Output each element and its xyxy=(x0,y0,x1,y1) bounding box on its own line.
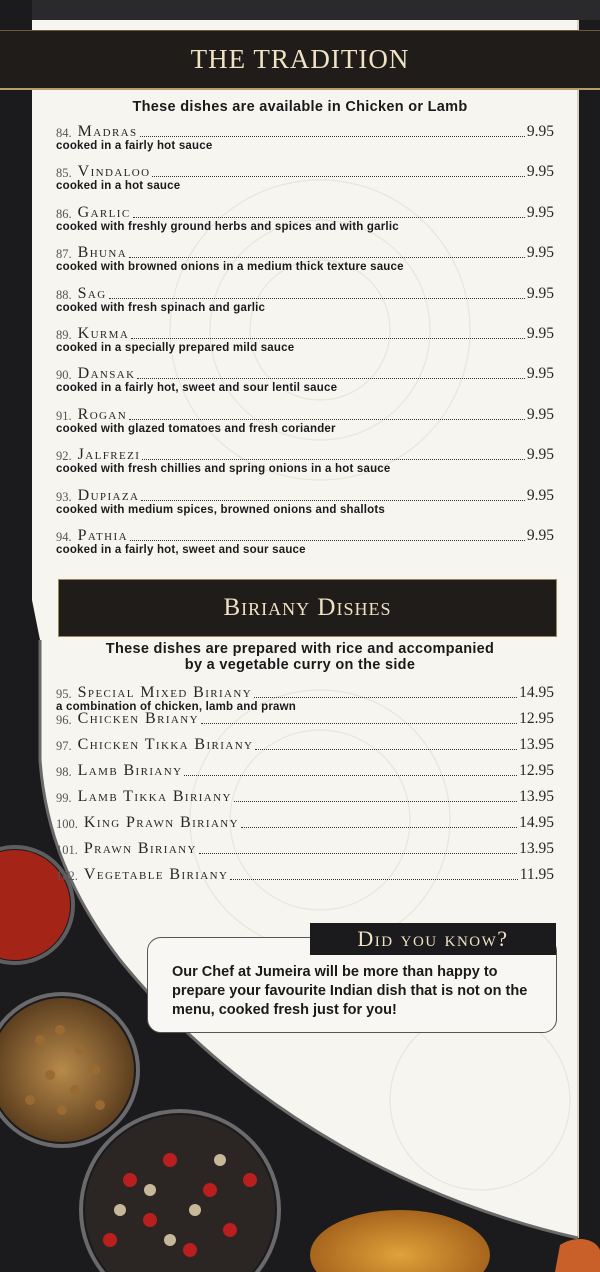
item-price: 13.95 xyxy=(519,840,554,857)
item-number: 86. xyxy=(56,206,72,221)
item-number: 90. xyxy=(56,368,72,383)
item-number: 92. xyxy=(56,449,72,464)
item-price: 9.95 xyxy=(526,446,554,464)
item-price: 9.95 xyxy=(526,284,554,302)
item-number: 101. xyxy=(56,843,78,857)
item-description: cooked in a fairly hot, sweet and sour lentil sauce xyxy=(56,382,338,395)
section-title-tradition: THE TRADITION xyxy=(0,30,600,90)
menu-item xyxy=(56,323,554,354)
menu-item xyxy=(56,283,554,314)
item-name: Jalfrezi xyxy=(77,446,141,464)
item-description: cooked with glazed tomatoes and fresh coriander xyxy=(56,422,336,435)
dot-leader xyxy=(234,801,517,802)
menu-item xyxy=(56,708,554,728)
menu-item xyxy=(56,121,554,152)
menu-item xyxy=(56,363,554,394)
item-number: 89. xyxy=(56,328,72,342)
dot-leader xyxy=(255,749,517,750)
item-number: 98. xyxy=(56,765,72,779)
dot-leader xyxy=(241,827,517,828)
menu-item xyxy=(56,812,554,832)
dot-leader xyxy=(184,775,517,776)
item-description: cooked in a hot sauce xyxy=(56,180,181,193)
menu-item xyxy=(56,525,554,556)
item-name: Chicken Tikka Biriany xyxy=(77,736,254,753)
item-number: 102. xyxy=(56,869,78,883)
dot-leader xyxy=(201,723,517,724)
item-number: 87. xyxy=(56,247,72,262)
item-price: 9.95 xyxy=(526,244,554,262)
item-description: cooked with browned onions in a medium thick texture sauce xyxy=(56,261,404,274)
dot-leader xyxy=(141,500,525,501)
item-description: cooked with freshly ground herbs and spices and with garlic xyxy=(56,220,399,233)
menu-item xyxy=(56,734,554,754)
dot-leader xyxy=(140,136,525,137)
item-number: 94. xyxy=(56,530,72,544)
menu-item xyxy=(56,838,554,858)
item-number: 85. xyxy=(56,166,72,181)
item-price: 14.95 xyxy=(519,814,554,831)
item-price: 9.95 xyxy=(526,527,554,544)
item-number: 99. xyxy=(56,791,72,805)
item-description: cooked in a specially prepared mild sauce xyxy=(56,342,295,354)
menu-item xyxy=(56,864,554,884)
item-number: 91. xyxy=(56,408,72,423)
section-subtitle-biriany-2: by a vegetable curry on the side xyxy=(184,657,416,673)
item-name: Dupiaza xyxy=(77,486,140,504)
item-name: Lamb Biriany xyxy=(77,762,183,779)
dot-leader xyxy=(142,459,525,460)
section-subtitle-tradition: These dishes are available in Chicken or Lamb xyxy=(132,99,468,115)
dot-leader xyxy=(109,298,525,299)
item-price: 9.95 xyxy=(526,486,554,504)
item-name: Madras xyxy=(77,123,138,140)
item-name: Vindaloo xyxy=(77,163,151,181)
item-price: 12.95 xyxy=(519,710,554,727)
item-number: 97. xyxy=(56,739,72,753)
item-price: 9.95 xyxy=(526,163,554,181)
did-you-know-title: Did you know? xyxy=(310,923,556,955)
item-name: King Prawn Biriany xyxy=(83,814,239,831)
item-name: Bhuna xyxy=(77,244,128,262)
item-name: Special Mixed Biriany xyxy=(77,684,253,701)
did-you-know-text: Our Chef at Jumeira will be more than happy to prepare your favourite Indian dish that is not on the menu, cooked fresh just for you! xyxy=(172,964,528,1018)
item-price: 9.95 xyxy=(526,325,554,342)
item-name: Dansak xyxy=(77,365,136,383)
menu-item xyxy=(56,161,554,192)
item-name: Rogan xyxy=(77,405,128,423)
item-name: Pathia xyxy=(77,527,128,544)
menu-item xyxy=(56,485,554,516)
item-description: cooked in a fairly hot, sweet and sour sauce xyxy=(56,544,306,556)
section-title-biriany: Biriany Dishes xyxy=(58,579,557,637)
menu-item xyxy=(56,202,554,233)
dot-leader xyxy=(254,697,517,698)
item-name: Garlic xyxy=(77,203,131,221)
dot-leader xyxy=(129,257,525,258)
menu-item xyxy=(56,242,554,273)
dot-leader xyxy=(131,338,525,339)
item-name: Sag xyxy=(77,284,107,302)
dot-leader xyxy=(152,176,524,177)
item-name: Prawn Biriany xyxy=(83,840,197,857)
item-number: 100. xyxy=(56,817,78,831)
item-price: 13.95 xyxy=(519,788,554,805)
menu-item xyxy=(56,760,554,780)
dot-leader xyxy=(130,540,525,541)
item-price: 9.95 xyxy=(526,405,554,423)
item-number: 96. xyxy=(56,713,72,727)
item-price: 11.95 xyxy=(519,866,554,883)
item-name: Vegetable Biriany xyxy=(83,866,229,883)
item-price: 12.95 xyxy=(519,762,554,779)
item-number: 95. xyxy=(56,687,72,701)
item-description: cooked with fresh spinach and garlic xyxy=(56,301,266,314)
item-number: 93. xyxy=(56,489,72,504)
item-price: 13.95 xyxy=(519,736,554,753)
item-name: Lamb Tikka Biriany xyxy=(77,788,232,805)
dot-leader xyxy=(133,217,525,218)
item-name: Chicken Briany xyxy=(77,710,199,727)
item-number: 88. xyxy=(56,287,72,302)
item-description: a combination of chicken, lamb and prawn xyxy=(56,701,296,713)
item-description: cooked with fresh chillies and spring onions in a hot sauce xyxy=(56,463,391,476)
item-number: 84. xyxy=(56,126,72,140)
menu-item xyxy=(56,404,554,435)
item-price: 9.95 xyxy=(526,365,554,383)
item-price: 9.95 xyxy=(526,123,554,140)
dot-leader xyxy=(199,853,517,854)
menu-item xyxy=(56,786,554,806)
menu-item xyxy=(56,444,554,475)
dot-leader xyxy=(230,879,517,880)
item-name: Kurma xyxy=(77,325,130,342)
item-price: 14.95 xyxy=(519,684,554,701)
item-price: 9.95 xyxy=(526,203,554,221)
dot-leader xyxy=(129,419,525,420)
dot-leader xyxy=(137,378,524,379)
item-description: cooked with medium spices, browned onions and shallots xyxy=(56,503,386,516)
section-subtitle-biriany-1: These dishes are prepared with rice and accompanied xyxy=(105,641,495,657)
item-description: cooked in a fairly hot sauce xyxy=(56,140,213,152)
